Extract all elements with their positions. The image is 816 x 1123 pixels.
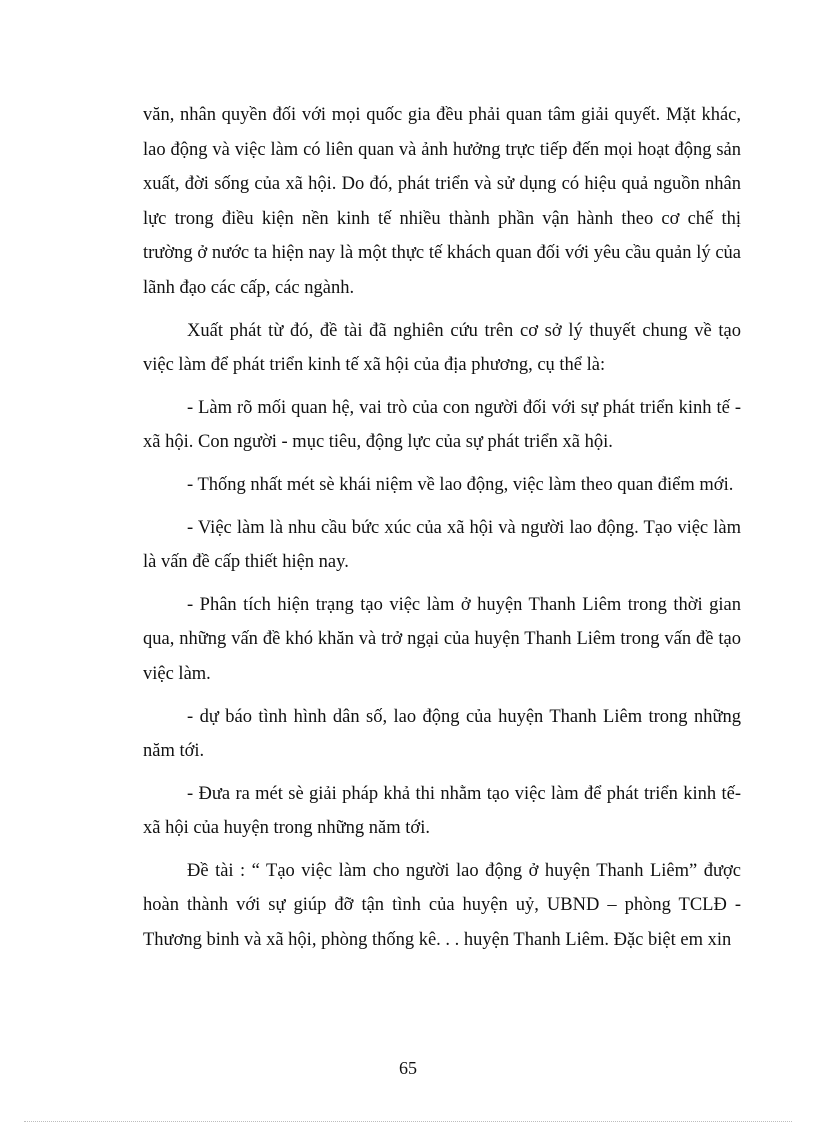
paragraph-bullet-3: - Việc làm là nhu cầu bức xúc của xã hội và người lao động. Tạo việc làm là vấn đề cấp thiết hiện nay. [143, 517, 741, 573]
paragraph-research-scope: Xuất phát từ đó, đề tài đã nghiên cứu trên cơ sở lý thuyết chung về tạo việc làm để phát triển kinh tế xã hội của địa phương, cụ thể là: [143, 320, 741, 376]
paragraph-continuation: văn, nhân quyền đối với mọi quốc gia đều phải quan tâm giải quyết. Mặt khác, lao động và việc làm có liên quan và ảnh hưởng trực tiếp đến mọi hoạt động sản xuất, đời sống của xã hội. Do đó, phát triển và sử dụng có hiệu quả nguồn nhân lực trong điều kiện nền kinh tế nhiều thành phần vận hành theo cơ chế thị trường ở nước ta hiện nay là một thực tế khách quan đối với yêu cầu quản lý của lãnh đạo các cấp, các ngành. [143, 105, 741, 298]
paragraph-bullet-6: - Đưa ra mét sè giải pháp khả thi nhằm tạo việc làm để phát triển kinh tế-xã hội của huyện trong những năm tới. [143, 783, 741, 839]
page-number: 65 [399, 1058, 417, 1078]
paragraph-acknowledgement: Đề tài : “ Tạo việc làm cho người lao động ở huyện Thanh Liêm” được hoàn thành với sự giúp đỡ tận tình của huyện uỷ, UBND – phòng TCLĐ - Thương binh và xã hội, phòng thống kê. . . huyện Thanh Liêm. Đặc biệt em xin [143, 860, 741, 951]
paragraph-bullet-5: - dự báo tình hình dân số, lao động của huyện Thanh Liêm trong những năm tới. [143, 706, 741, 762]
paragraph-bullet-2: - Thống nhất mét sè khái niệm về lao động, việc làm theo quan điểm mới. [187, 474, 734, 495]
paragraph-bullet-1: - Làm rõ mối quan hệ, vai trò của con người đối với sự phát triển kinh tế - xã hội. Con người - mục tiêu, động lực của sự phát triển xã hội. [143, 397, 741, 453]
body-text [143, 98, 741, 966]
paragraph-bullet-4: - Phân tích hiện trạng tạo việc làm ở huyện Thanh Liêm trong thời gian qua, những vấn đề khó khăn và trở ngại của huyện Thanh Liêm trong vấn đề tạo việc làm. [143, 594, 741, 684]
bottom-dotted-rule [24, 1121, 792, 1122]
